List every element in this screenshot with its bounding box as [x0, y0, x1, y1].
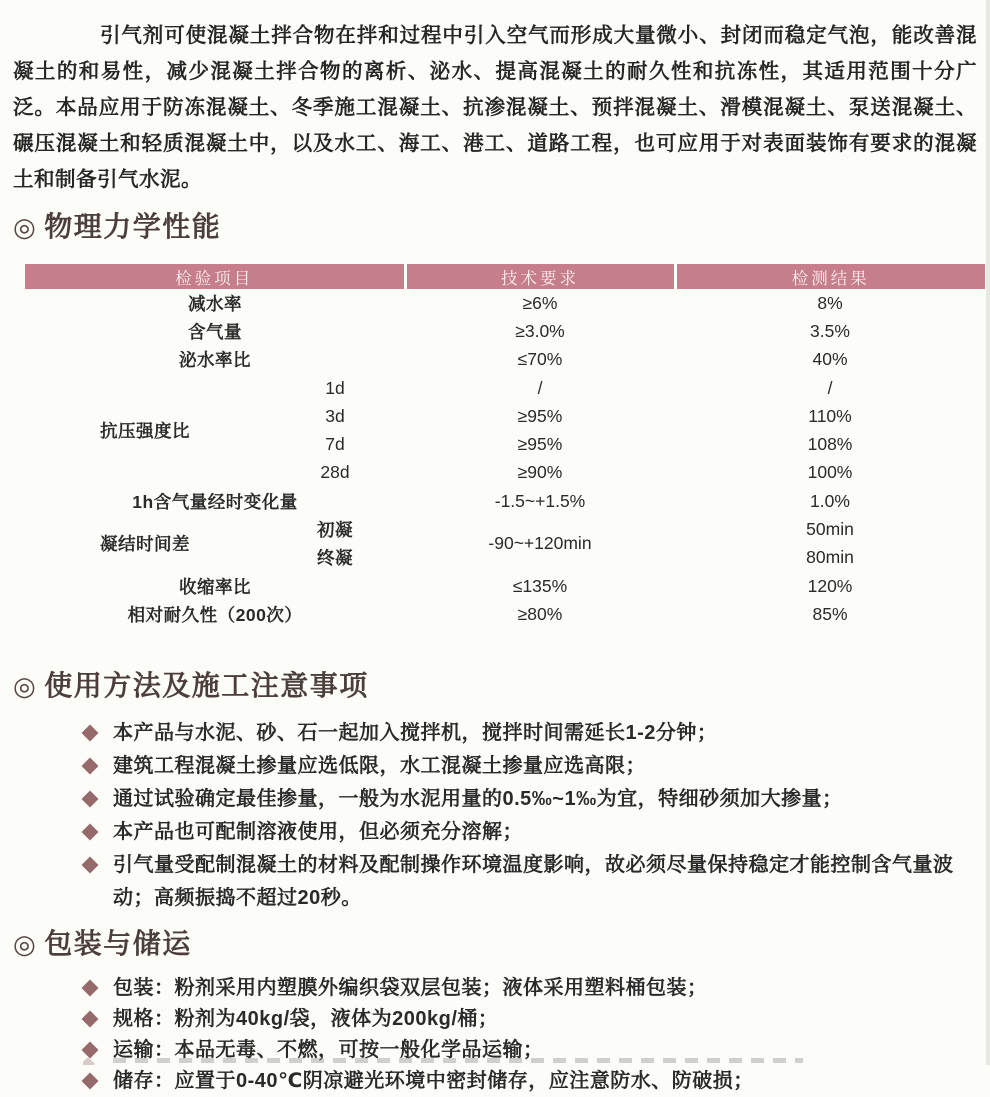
- bullet-text: 本产品与水泥、砂、石一起加入搅拌机，搅拌时间需延长1-2分钟；: [113, 721, 718, 744]
- bullet-text: 运输：本品无毒、不燃，可按一般化学品运输；: [113, 1038, 544, 1061]
- cell-result: 1.0%: [810, 490, 850, 511]
- bullet-text: 储存：应置于0-40℃阴凉避光环境中密封储存，应注意防水、防破损；: [113, 1069, 754, 1092]
- list-item: [84, 783, 977, 816]
- cell-result: 110%: [808, 405, 852, 426]
- section-heading-packing: [13, 927, 977, 961]
- cell-stage: 终凝: [317, 548, 353, 569]
- cell-item: 收缩率比: [179, 576, 251, 597]
- cell-stage: 初凝: [317, 520, 353, 541]
- cell-age: 7d: [325, 434, 345, 455]
- section-heading-physical: [13, 210, 977, 244]
- cell-requirement: -90~+120min: [488, 533, 592, 554]
- cell-item: 相对耐久性（200次）: [127, 604, 303, 625]
- diamond-bullet-icon: [82, 1010, 99, 1027]
- cell-result: 85%: [812, 603, 848, 624]
- column-header-requirement: 技术要求: [405, 264, 675, 289]
- usage-bullet-list: [13, 717, 977, 915]
- cell-result: 40%: [812, 349, 848, 370]
- diamond-bullet-icon: [82, 790, 99, 807]
- cell-result: 8%: [817, 292, 843, 313]
- cell-item-group: 抗压强度比: [100, 420, 190, 441]
- bullet-text: 引气量受配制混凝土的材料及配制操作环境温度影响，故必须尽量保持稳定才能控制含气量波动；高频振捣不超过20秒。: [113, 853, 954, 909]
- cell-item: 减水率: [188, 293, 242, 314]
- list-item: [84, 750, 977, 783]
- diamond-bullet-icon: [82, 757, 99, 774]
- list-item: [84, 973, 977, 1004]
- cell-requirement: ≥6%: [522, 292, 558, 313]
- diamond-bullet-icon: [82, 979, 99, 996]
- table-row: [25, 515, 985, 543]
- section-title-physical: 物理力学性能: [44, 211, 222, 242]
- bullet-text: 建筑工程混凝土掺量应选低限，水工混凝土掺量应选高限；: [113, 754, 646, 777]
- column-header-result: 检测结果: [675, 264, 985, 289]
- cell-requirement: ≥3.0%: [515, 320, 565, 341]
- cell-result: 80min: [806, 547, 854, 568]
- bullet-text: 本产品也可配制溶液使用，但必须充分溶解；: [113, 820, 523, 843]
- table-row: [25, 487, 985, 515]
- cell-item: 1h含气量经时变化量: [132, 491, 298, 512]
- section-bullseye-icon: ◎: [13, 212, 38, 242]
- table-row: [25, 317, 985, 345]
- cutoff-text-line: [83, 1058, 803, 1065]
- list-item: [84, 816, 977, 849]
- cell-requirement: -1.5~+1.5%: [494, 490, 586, 511]
- cell-result: /: [827, 377, 833, 398]
- cell-result: 100%: [807, 462, 853, 483]
- table-header-row: [25, 264, 985, 289]
- table-row: [25, 289, 985, 317]
- diamond-bullet-icon: [82, 823, 99, 840]
- table-row: [25, 374, 985, 402]
- section-title-usage: 使用方法及施工注意事项: [44, 669, 369, 701]
- cell-result: 108%: [807, 434, 853, 455]
- cell-item-group: 凝结时间差: [100, 534, 190, 555]
- cell-requirement: ≥95%: [517, 434, 563, 455]
- bullet-text: 包装：粉剂采用内塑膜外编织袋双层包装；液体采用塑料桶包装；: [113, 976, 708, 999]
- cell-requirement: /: [537, 377, 543, 398]
- list-item: [84, 1004, 977, 1035]
- section-bullseye-icon: ◎: [13, 670, 38, 701]
- list-item: [84, 1066, 977, 1097]
- table-row: [25, 572, 985, 600]
- list-item: [84, 717, 977, 750]
- diamond-bullet-icon: [82, 1072, 99, 1089]
- cell-requirement: ≤70%: [517, 349, 563, 370]
- section-heading-usage: [13, 669, 977, 703]
- cell-requirement: ≥95%: [517, 405, 563, 426]
- bullet-text: 规格：粉剂为40kg/袋，液体为200kg/桶；: [113, 1007, 499, 1030]
- cell-requirement: ≥80%: [517, 603, 563, 624]
- diamond-bullet-icon: [83, 1058, 95, 1065]
- cell-item: 含气量: [188, 321, 242, 342]
- cutoff-glyph-tops: [113, 1058, 803, 1063]
- bullet-text: 通过试验确定最佳掺量，一般为水泥用量的0.5‰~1‰为宜，特细砂须加大掺量；: [113, 787, 843, 810]
- table-row: [25, 600, 985, 628]
- column-header-item: 检验项目: [25, 264, 405, 289]
- intro-paragraph: 引气剂可使混凝土拌合物在拌和过程中引入空气而形成大量微小、封闭而稳定气泡，能改善混凝土的和易性，减少混凝土拌合物的离析、泌水、提高混凝土的耐久性和抗冻性，其适用范围十分广泛。本品应用于防冻混凝土、冬季施工混凝土、抗渗混凝土、预拌混凝土、滑模混凝土、泵送混凝土、碾压混凝土和轻质混凝土中，以及水工、海工、港工、道路工程，也可应用于对表面装饰有要求的混凝土和制备引气水泥。: [13, 24, 977, 191]
- cell-result: 120%: [807, 575, 853, 596]
- diamond-bullet-icon: [82, 724, 99, 741]
- section-title-packing: 包装与储运: [44, 927, 192, 959]
- packing-bullet-list: [13, 973, 977, 1097]
- scan-edge-line: [986, 0, 990, 1065]
- section-bullseye-icon: ◎: [13, 928, 38, 959]
- cell-requirement: ≥90%: [517, 462, 563, 483]
- cell-age: 1d: [325, 377, 345, 398]
- table-row: [25, 346, 985, 374]
- cell-age: 28d: [320, 462, 350, 483]
- cell-age: 3d: [325, 405, 345, 426]
- diamond-bullet-icon: [82, 856, 99, 873]
- cell-item: 泌水率比: [179, 350, 251, 371]
- properties-table: [25, 264, 985, 629]
- diamond-bullet-icon: [82, 1041, 99, 1058]
- list-item: [84, 849, 977, 915]
- cell-result: 3.5%: [810, 320, 850, 341]
- cell-requirement: ≤135%: [512, 575, 568, 596]
- cell-result: 50min: [806, 519, 854, 540]
